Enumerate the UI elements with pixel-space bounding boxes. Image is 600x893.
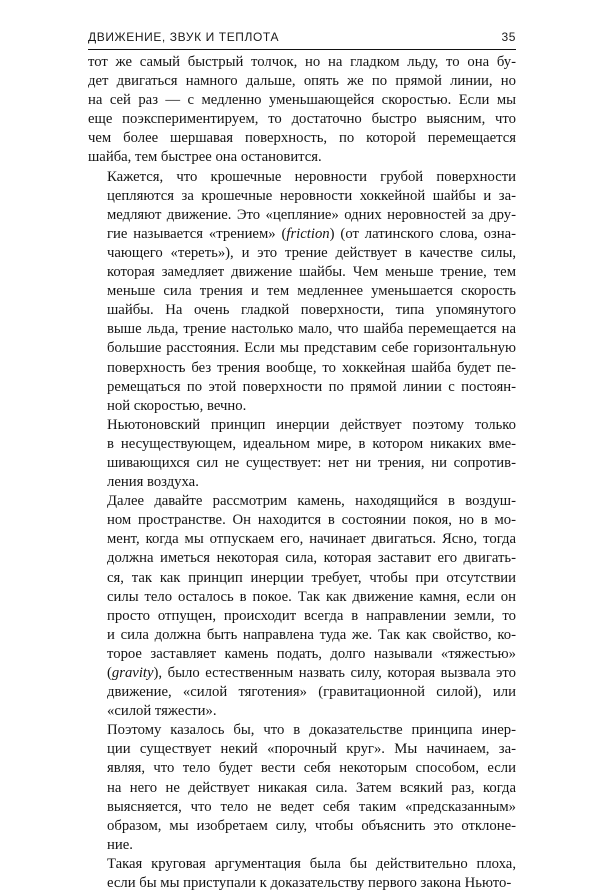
text-line: и сила должна быть направлена туда же. Так как свойство, ко- [107, 626, 516, 643]
text-line: мент, когда мы отпускаем его, начинает двигаться. Ясно, тогда [107, 531, 516, 548]
text-line: Кажется, что крошечные неровности грубой поверхности [107, 168, 516, 185]
text-line: Далее давайте рассмотрим камень, находящийся в воздуш- [107, 493, 516, 510]
chapter-title: ДВИЖЕНИЕ, ЗВУК И ТЕПЛОТА [88, 30, 280, 44]
paragraph [88, 855, 516, 893]
text-line: тот же самый быстрый толчок, но на гладком льду, то она бу- [88, 54, 516, 70]
text-line: просто отпущен, происходит всегда в направлении земли, то [107, 607, 516, 624]
text-line: Поэтому казалось бы, что в доказательстве принципа инер- [107, 722, 516, 739]
text-line: ления воздуха. [107, 474, 199, 491]
text-line: ние. [107, 836, 133, 853]
text-line: «силой тяжести». [107, 703, 217, 720]
text-line: ции существует некий «порочный круг». Мы начинаем, за- [107, 741, 516, 758]
paragraph [88, 53, 516, 168]
text-line: являя, что тело будет вести себя некоторым способом, если [107, 760, 516, 777]
text-line: большие расстояния. Если мы представим себе горизонтальную [107, 340, 516, 357]
text-line: силы тело осталось в покое. Так как движение камня, если он [107, 588, 516, 605]
text-line: Ньютоновский принцип инерции действует поэтому только [107, 416, 516, 433]
text-line: в несуществующем, идеальном мире, в котором никаких вме- [107, 435, 516, 452]
header-divider [88, 49, 516, 50]
text-line: шайба, тем быстрее она остановится. [88, 149, 322, 166]
paragraph [88, 168, 516, 416]
text-line: на него не действует никакая сила. Затем всякий раз, когда [107, 779, 516, 796]
text-line: торое заставляет камень подать, долго называли «тяжестью» [107, 645, 516, 662]
text-line: цепляются за крошечные неровности хоккейной шайбы и за- [107, 187, 516, 204]
text-line: еще поэкспериментируем, то достаточно быстро выясним, что [88, 111, 516, 128]
text-line: меньше сила трения и тем медленнее уменьшается скорость [107, 283, 516, 300]
text-line: чем более шершавая поверхность, по которой перемещается [88, 130, 516, 147]
text-line: Такая круговая аргументация была бы действительно плоха, [107, 855, 516, 872]
paragraph [88, 721, 516, 855]
text-line: выше льда, трение настолько мало, что шайба перемещается на [107, 321, 516, 338]
body-text [88, 53, 516, 893]
text-line: дет двигаться намного дальше, опять же по прямой линии, но [88, 73, 516, 90]
paragraph [88, 492, 516, 721]
paragraph [88, 416, 516, 492]
text-line: выясняется, что тело не ведет себя таким «предсказанным» [107, 798, 516, 815]
text-line: должна иметься некоторая сила, которая заставит его двигать- [107, 550, 516, 567]
text-line: поверхность без трения вообще, то хоккейная шайба будет пе- [107, 359, 516, 376]
text-line: (gravity), было естественным назвать силу, которая вызвала это [107, 665, 516, 681]
text-line: ном пространстве. Он находится в состоянии покоя, но в мо- [107, 512, 516, 529]
text-line: ной скоростью, вечно. [107, 397, 247, 414]
text-line: на сей раз — с медленно уменьшающейся скоростью. Если мы [88, 92, 516, 109]
text-line: движение, «силой тяготения» (гравитационной силой), или [107, 684, 516, 701]
text-line: ся, так как принцип инерции требует, чтобы при отсутствии [107, 569, 516, 586]
text-line: чающего «тереть»), и это трение действует в качестве силы, [107, 244, 516, 261]
text-line: если бы мы приступали к доказательству первого закона Ньюто- [107, 875, 512, 892]
text-line: образом, мы изобретаем силу, чтобы объяснить это отклоне- [107, 817, 516, 834]
page-number: 35 [501, 30, 516, 44]
text-line: которая замедляет движение шайбы. Чем меньше трение, тем [107, 264, 516, 281]
text-line: медляют движение. Это «цепляние» одних неровностей за дру- [107, 206, 516, 223]
running-header [88, 27, 516, 47]
text-line: гие называется «трением» (friction) (от латинского слова, озна- [107, 225, 516, 242]
text-line: ремещаться по этой поверхности по прямой линии с постоян- [107, 378, 516, 395]
text-line: шайбы. На очень гладкой поверхности, типа упомянутого [107, 302, 516, 319]
text-line: шивающихся сил не существует: нет ни трения, ни сопротив- [107, 454, 516, 471]
